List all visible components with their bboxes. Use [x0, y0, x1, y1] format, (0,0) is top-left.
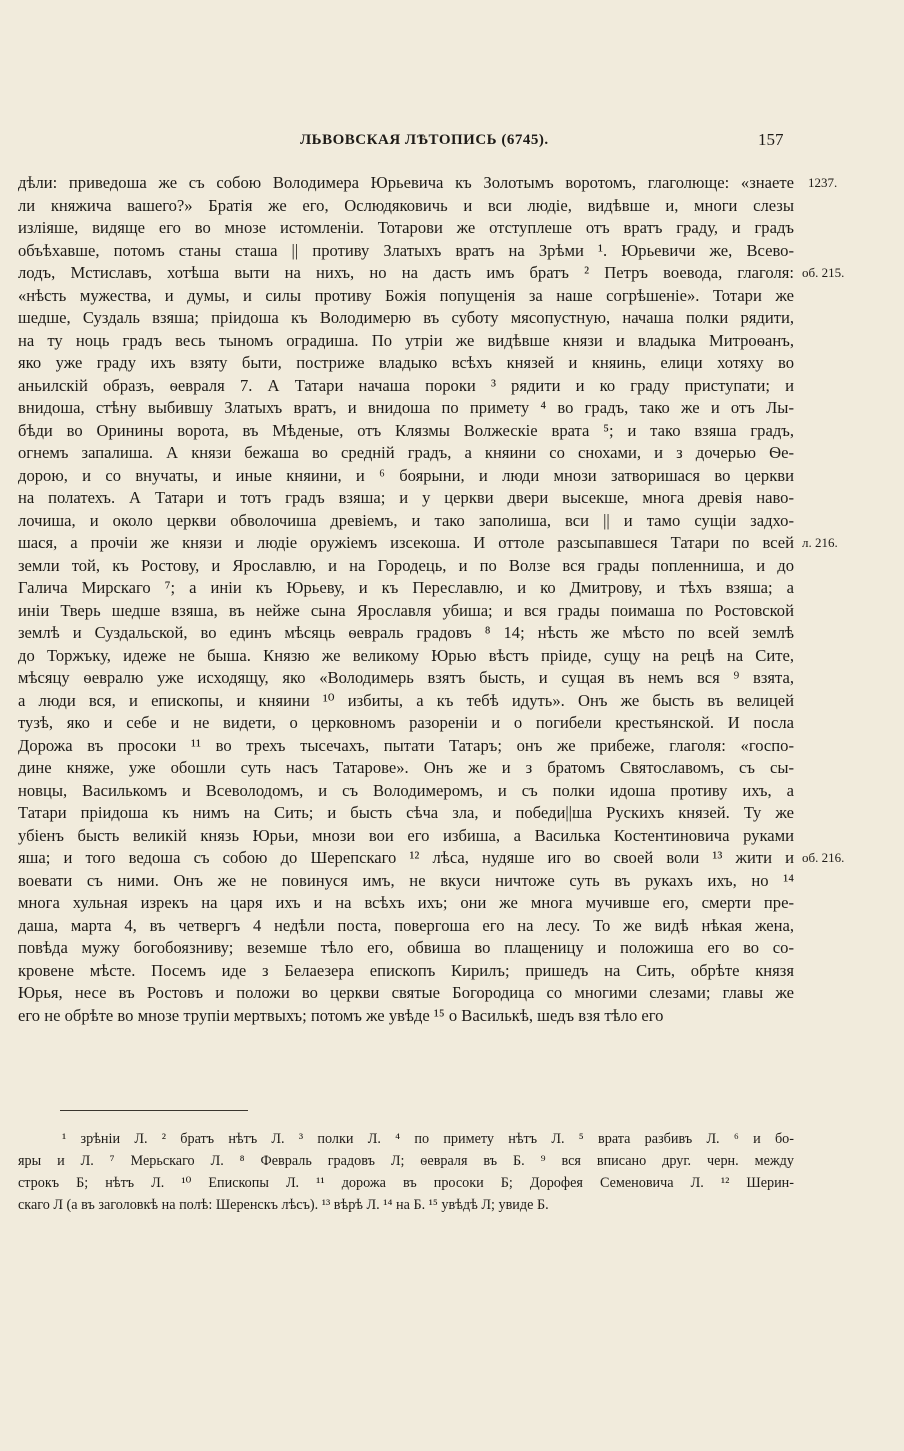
- text-line: шедше, Суздаль взяша; пріидоша къ Володимерю въ суботу мясопустную, начаша полки рядити,: [18, 308, 794, 327]
- text-line: шася, а прочіи же князи и людіе оружіемъ изсекоша. И оттоле разсыпавшеся Татари по всей: [18, 533, 794, 552]
- margin-note: л. 216.: [802, 535, 838, 550]
- text-line: ли княжича вашего?» Братія же его, Ослюдяковичь и вси людіе, видѣвше и, многи слезы: [18, 195, 794, 215]
- text-line: внидоша, стѣну выбившу Златыхъ вратъ, и внидоша по примету ⁴ во градъ, тако же и отъ Лы-: [18, 398, 794, 417]
- text-line: изліяше, видяще его во мнозе истомленіи. Тотарови же отступлеше отъ вратъ граду, и градъ: [18, 218, 794, 237]
- text-line: Дорожа въ просоки ¹¹ во трехъ тысечахъ, пытати Татаръ; онъ же прибеже, глаголя: «госпо-: [18, 735, 794, 755]
- footnote-line: строкъ Б; нѣтъ Л. ¹⁰ Епископы Л. ¹¹ дорожа въ просоки Б; Дорофея Семеновича Л. ¹² Шерин-: [18, 1175, 794, 1191]
- text-line: Юрья, несе въ Ростовъ и положи во церкви святые Богородица со многими слезами; главы же: [18, 983, 794, 1002]
- main-text: [18, 172, 794, 1027]
- text-line: тузѣ, яко и себе и не видети, о церковномъ разореніи и о погибели крестьянской. И посла: [18, 713, 794, 732]
- text-line: кровене мѣсте. Посемъ иде з Белаезера епископъ Кирилъ; пришедъ на Сить, обрѣте князя: [18, 960, 794, 980]
- text-line: дорою, и со внучаты, и иные княини, и ⁶ боярыни, и люди мнози затворишася во церкви: [18, 465, 794, 485]
- margin-note: 1237.: [808, 175, 838, 190]
- text-line: Галича Мирскаго ⁷; а иніи къ Юрьеву, и къ Переславлю, и ко Дмитрову, и тѣхъ взяша; а: [18, 578, 794, 597]
- text-line: на ту ноць градъ весь тыномъ оградиша. По утріи же видѣвше князи и владыка Митроѳанъ,: [18, 330, 794, 350]
- text-line: убіенъ бысть великій князь Юрьи, мнози вои его избиша, а Василька Костентиновича руками: [18, 825, 794, 845]
- footnote-line: ¹ зрѣніи Л. ² братъ нѣтъ Л. ³ полки Л. ⁴ по примету нѣтъ Л. ⁵ врата разбивъ Л. ⁶ и бо-: [62, 1131, 794, 1147]
- text-line: аньилскій образъ, ѳевраля 7. А Татари начаша пороки ³ рядити и ко граду приступати; и: [18, 375, 794, 395]
- text-line: «нѣсть мужества, и думы, и силы противу Божія попущенія за наше согрѣшеніе». Тотари же: [18, 285, 794, 305]
- footnote-line: яры и Л. ⁷ Мерьскаго Л. ⁸ Февраль градовъ Л; ѳевраля въ Б. ⁹ вся вписано друг. черн. между: [18, 1153, 794, 1169]
- text-line: повѣда мужу богобоязниву; веземше тѣло его, обвиша во плащеницу и положиша его во со-: [18, 938, 794, 957]
- footnote-line: скаго Л (а въ заголовкѣ на полѣ: Шеренскъ лѣсъ). ¹³ вѣрѣ Л. ¹⁴ на Б. ¹⁵ увѣдѣ Л; увиде Б.: [18, 1197, 549, 1213]
- text-line: даша, марта 4, въ четвергъ 4 недѣли поста, повергоша его на лесу. То же видѣ нѣкая жена,: [18, 915, 794, 935]
- text-line: огнемъ запалиша. А князи бежаша во средній градъ, а княини со снохами, и з дочерью Ѳе-: [18, 443, 794, 462]
- text-line: Татари пріидоша къ нимъ на Сить; и бысть сѣча зла, и победи||ша Рускихъ князей. Ту же: [18, 803, 794, 822]
- running-header: [0, 132, 904, 154]
- text-line: на полатехъ. А Татари и тотъ градъ взяша; и у церкви двери высекше, многа древія наво-: [18, 488, 794, 507]
- text-line: многа хульная изрекъ на царя ихъ и на всѣхъ ихъ; они же многа мучивше его, смерти пре-: [18, 893, 794, 912]
- text-line: объѣхавше, потомъ станы сташа || противу Златыхъ вратъ на Зрѣми ¹. Юрьевичи же, Всево-: [18, 240, 794, 260]
- margin-note: об. 216.: [802, 850, 845, 865]
- text-line: иніи Тверь шедше взяша, въ нейже сына Ярославля убиша; и вся грады поимаша по Ростовской: [18, 600, 794, 620]
- text-line: яко уже граду ихъ взяту быти, постриже владыко всѣхъ князей и княинь, елици хотяху во: [18, 353, 794, 372]
- text-line: мѣсяцу ѳевралю уже исходящу, яко «Володимерь взятъ бысть, и сущая въ немъ вся ⁹ взята,: [18, 668, 794, 687]
- text-line: а люди вся, и епископы, и княини ¹⁰ избиты, а къ тебѣ идуть». Онъ же бысть въ велицей: [18, 690, 794, 710]
- running-title: ЛЬВОВСКАЯ ЛѢТОПИСЬ (6745).: [300, 132, 549, 148]
- margin-note: об. 215.: [802, 265, 845, 280]
- text-line: новцы, Василькомъ и Всеволодомъ, и съ Володимеромъ, и съ полки идоша противу ихъ, а: [18, 780, 794, 800]
- footnote-rule: [60, 1110, 248, 1111]
- footnotes: [18, 1128, 794, 1216]
- text-line: воевати съ ними. Онъ же не повинуся имъ, не вкуси ничтоже суть въ рукахъ ихъ, но ¹⁴: [18, 870, 794, 890]
- text-line: его не обрѣте во мнозе трупіи мертвыхъ; потомъ же увѣде ¹⁵ о Василькѣ, шедъ взя тѣло его: [18, 1005, 664, 1025]
- text-line: до Торжъку, идеже не быша. Князю же великому Юрью вѣстъ пріиде, сущу на рецѣ на Сите,: [18, 645, 794, 665]
- text-line: яша; и того ведоша съ собою до Шерепскаго ¹² лѣса, нудяше иго во своей воли ¹³ жити и: [18, 848, 794, 867]
- text-line: бѣди во Оринины ворота, въ Мѣденые, отъ Клязмы Волжескіе врата ⁵; и тако взяша градъ,: [18, 420, 794, 440]
- text-line: земли той, къ Ростову, и Ярославлю, и на Городець, и по Волзе вся грады попленниша, и до: [18, 555, 794, 575]
- text-line: лодъ, Мстиславъ, хотѣша выти на нихъ, но на дасть имъ братъ ² Петръ воевода, глаголя:: [18, 263, 794, 282]
- text-line: землѣ и Суздальской, во единъ мѣсяць ѳевраль градовъ ⁸ 14; нѣсть же мѣсто по всей землѣ: [18, 623, 794, 642]
- text-line: лочиша, и около церкви обволочиша древіемъ, и тако заполиша, вси || и тамо сущіи задхо-: [18, 510, 794, 530]
- text-line: дине княже, уже обошли суть насъ Татарове». Онъ же и з братомъ Святославомъ, съ сы-: [18, 758, 794, 777]
- text-line: дѣли: приведоша же съ собою Володимера Юрьевича къ Золотымъ воротомъ, глаголюще: «знаете: [18, 173, 794, 192]
- page-number: 157: [758, 130, 784, 149]
